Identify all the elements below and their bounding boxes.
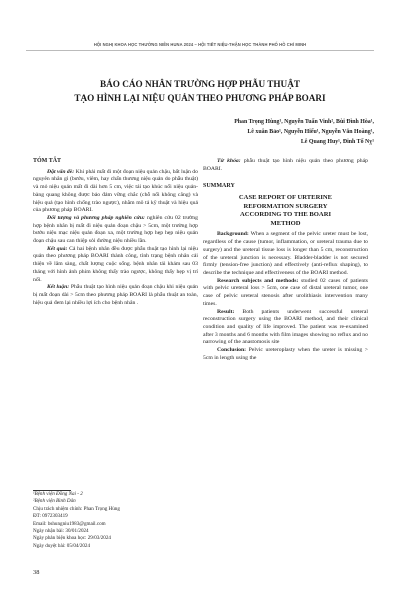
author-list <box>124 117 374 147</box>
results-label-vi: Kết quả: <box>47 245 68 252</box>
conclusion-label-en: Conclusion: <box>217 347 247 354</box>
article-title <box>40 78 360 105</box>
keywords-label-vi: Từ khóa: <box>217 158 241 164</box>
background-text-en: When a segment of the pelvic ureter must be lost, regardless of the cause (tumor, inflammation, or ureteral trauma due to surgery) and the ureteral tissue loss is longer than 5 cm, reconstruction of the ureteral junction is necessary. Bladder-bladder is not secured firmly (tension-free junction) and effectively (anti-reflux shaping), to describe the technique and effectiveness of the BOARI method. <box>203 231 368 276</box>
conclusion-label-vi: Kết luận: <box>47 284 70 291</box>
keywords-vi <box>203 158 368 173</box>
authors-line-3: Lê Quang Huy¹, Đinh Tố Nỵ¹ <box>300 139 374 145</box>
methods-label-vi: Đối tượng và phương pháp nghiên cứu: <box>47 214 145 221</box>
keywords-text-vi: phẫu thuật tạo hình niệu quản theo phương pháp BOARI. <box>203 158 368 172</box>
abstract-vi-methods <box>33 215 198 246</box>
abstract-en-column <box>203 158 368 362</box>
authors-line-2: Lê xuân Bảo¹, Nguyễn Hiếu¹, Nguyễn Văn Hoàng¹, <box>247 129 374 135</box>
abstract-vi-column <box>33 158 198 307</box>
results-text-en: Both patients underwent successful ureteral reconstruction surgery using the BOARI method, and their clinical condition and quality of life improved. The patient was re-examined after 3 months and 6 months with film images showing no reflux and no narrowing of the anastomosis site <box>203 308 368 346</box>
abstract-vi-conclusion <box>33 284 198 307</box>
summary-en-methods <box>203 278 368 309</box>
conclusion-text-vi: Phẫu thuật tạo hình niệu quản đoạn chậu khi niệu quản bị mất đoạn dài > 5cm theo phương pháp BOARI là phẫu thuật an toàn, hiệu quả đem lại nhiều lợi ích cho bệnh nhân . <box>33 284 198 306</box>
methods-text-vi: nghiên cứu 02 trường hợp bệnh nhân bị mất đi niệu quản đoạn chậu > 5cm, một trường hợp bướu niệu mạc niệu quản đoạn xa, một trường hợp hẹp hẹp niệu quản đoạn chậu sau can thiệp sỏi đường niệu nhiều lần. <box>33 214 198 245</box>
page-number: 38 <box>33 569 40 576</box>
email-address: Email: bshungniu1983@gmail.com <box>33 520 106 527</box>
affiliation-2: ²Bệnh viện Bình Dân <box>33 498 76 505</box>
background-text-vi: Khi phải mất đi một đoạn niệu quản chậu, bất luận do nguyên nhân gì (bướu, viêm, hay chấn thương niệu quản do phẫu thuật) và mỏ niệu quản mất đi dài hơn 5 cm, việc tái tạo khúc nối niệu quản-bàng quang không được bảo đảm vững chắc (chỗ nối không căng) và hiệu quả (tạo hình chống trào ngược), nhằm mô tả kỹ thuật và hiệu quả của phương pháp BOARI. <box>33 168 198 214</box>
title-line-1: BÁO CÁO NHÂN TRƯỜNG HỢP PHẪU THUẬT <box>100 79 300 89</box>
background-label-vi: Đặt vấn đề: <box>47 168 75 175</box>
approval-date: Ngày duyệt bài: 05/04/2024 <box>33 542 91 549</box>
footnotes <box>33 491 198 550</box>
english-title <box>203 194 368 228</box>
abstract-vi-background <box>33 169 198 215</box>
results-label-en: Result: <box>217 308 235 315</box>
corresponding-author: Chịu trách nhiệm chính: Phan Trọng Hùng <box>33 505 120 512</box>
running-header: HỘI NGHỊ KHOA HỌC THƯỜNG NIÊN HUNA 2024 – HỘI TIẾT NIỆU-THẬN HỌC THÀNH PHỐ HỒ CHÍ MINH <box>93 42 307 47</box>
summary-en-conclusion <box>203 347 368 362</box>
authors-line-1: Phan Trọng Hùng¹, Nguyễn Tuấn Vinh², Bùi Đình Hòa¹, <box>234 119 374 125</box>
english-title-line-2: REFORMATION SURGERY <box>243 202 328 210</box>
affiliation-1: ¹Bệnh viện Đồng Nai - 2 <box>33 491 83 497</box>
english-title-line-3: ACCORDING TO THE BOARI <box>239 211 332 219</box>
summary-en-results <box>203 309 368 348</box>
methods-text-en: studied 02 cases of patients with pelvic ureteral loss > 5cm, one case of distal ureteral tumor, one case of pelvic ureteral stenosis after urolithiasis intervention many times. <box>203 277 369 307</box>
abstract-vi-results <box>33 246 198 285</box>
summary-en-heading: SUMMARY <box>203 183 235 190</box>
received-date: Ngày nhận bài: 30/01/2024 <box>33 528 89 535</box>
conclusion-text-en: Pelvic ureteroplasty when the ureter is missing > 5cm in length using the <box>203 347 368 361</box>
summary-en-background <box>203 231 368 277</box>
header-rule <box>26 50 374 51</box>
methods-label-en: Research subjects and methods: <box>217 277 299 284</box>
background-label-en: Background: <box>217 231 249 238</box>
phone-number: ĐT: 0972303419 <box>33 513 68 520</box>
review-date: Ngày phản biện khoa học: 29/03/2024 <box>33 535 111 542</box>
english-title-line-4: METHOD <box>270 219 301 227</box>
results-text-vi: Cả hai bệnh nhân đều được phẫu thuật tạo hình lại niệu quản theo phương pháp BOARI thành công, tình trạng bệnh nhân cải thiện về lâm sàng, chất lượng cuộc sống. bệnh nhân tái khám sau 03 tháng với hình ảnh phim không thấy trào ngược, không thấy hẹp vị trí nối. <box>33 245 198 283</box>
abstract-vi-heading: TÓM TẮT <box>33 158 62 164</box>
english-title-line-1: CASE REPORT OF URTERINE <box>238 194 333 202</box>
title-line-2: TẠO HÌNH LẠI NIỆU QUẢN THEO PHƯƠNG PHÁP BOARI <box>74 92 326 103</box>
